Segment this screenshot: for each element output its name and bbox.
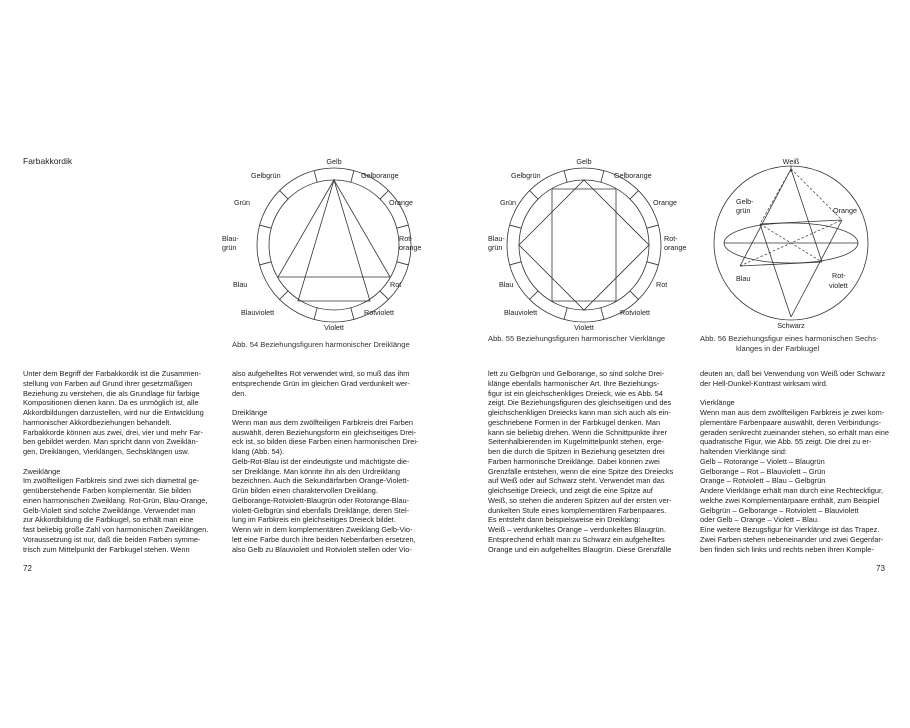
text-line: Wenn man aus dem zwölfteiligen Farbkreis je zwei kom- — [700, 408, 885, 417]
wheel-segment-divider — [564, 171, 567, 183]
wheel-segment-divider — [601, 171, 604, 183]
text-line: Gelborange – Rot – Blauviolett – Grün — [700, 466, 826, 476]
page-number-left: 72 — [23, 564, 32, 573]
text-line: gleichschenkligen Dreiecks kann man sich auch als ein- — [488, 408, 671, 417]
text-line: zeigt. Die Beziehungsfiguren des gleichseitigen und des — [488, 398, 672, 408]
fig54-label-left-mid-2: grün — [222, 243, 237, 252]
fig54-label-right-mid-1: Rot- — [399, 234, 413, 243]
text-line: ser Dreiklänge. Man könnte ihn als den Urdreiklang — [232, 466, 401, 476]
text-line: lung im Farbkreis ein gleichseitiges Dreieck bildet. — [232, 515, 396, 525]
fig54-label-top-left: Gelbgrün — [251, 171, 281, 180]
text-line: welche zwei Komplementärpaare enthält, zum Beispiel — [700, 495, 880, 505]
wheel-segment-divider — [397, 262, 409, 265]
text-line: Weiß, so stehen die anderen Spitzen auf der ersten ver- — [488, 495, 672, 505]
figure-56-caption-line-1: Abb. 56 Beziehungsfigur eines harmonischen Sechs- — [700, 334, 879, 343]
text-line: gleichseitige Dreieck, und zeigt die eine Spitze auf — [488, 486, 653, 495]
fig56-label-top: Weiß — [782, 157, 800, 166]
wheel-segment-divider — [314, 308, 317, 320]
wheel-segment-divider — [530, 291, 538, 299]
text-line: figur ist ein gleichschenkliges Dreieck, wie es Abb. 54 — [488, 388, 664, 398]
text-line: Grenzfälle entstehen, wenn die eine Spitze des Dreiecks — [488, 466, 674, 476]
text-line: plementäre Farbenpaare auswählt, deren Verbindungs- — [700, 417, 882, 427]
text-line: fast beliebig große Zahl von harmonischen Zweiklängen. — [23, 525, 209, 534]
text-line: Gelborange-Rotviolett-Blaugrün oder Rotorange-Blau- — [232, 495, 410, 505]
fig56-label-left-1: Gelb- — [736, 197, 754, 206]
wheel-segment-divider — [397, 225, 409, 228]
fig56-label-left-2: grün — [736, 206, 751, 215]
wheel-segment-divider — [647, 225, 659, 228]
fig56-label-right-lower-1: Rot- — [832, 271, 846, 280]
fig56-label-left-lower: Blau — [736, 274, 751, 283]
wheel-segment-divider — [351, 308, 354, 320]
text-line: deuten an, daß bei Verwendung von Weiß oder Schwarz — [700, 369, 886, 378]
text-line: Orange – Rotviolett – Blau – Gelbgrün — [700, 476, 826, 486]
text-line: Zwei Farben stehen nebeneinander und zwei Gegenfar- — [700, 534, 884, 544]
text-line: ben die durch die Spitzen in Beziehung gesetzten drei — [488, 447, 665, 456]
text-line: stellung von Farben auf Grund ihrer gesetzmäßigen — [23, 378, 193, 388]
text-column-2 — [232, 369, 419, 554]
fig54-label-left-mid-1: Blau- — [222, 234, 239, 243]
text-line: quadratische Figur, wie Abb. 55 zeigt. Die drei zu er- — [700, 437, 872, 447]
running-head: Farbakkordik — [23, 156, 73, 166]
text-line: Dreiklänge — [232, 408, 268, 417]
text-line: gen, Dreiklängen, Vierklängen, Sechsklängen usw. — [23, 447, 190, 456]
text-line: lett eine Farbe durch ihre beiden Nebenfarben ersetzen, — [232, 534, 416, 544]
text-line: Wenn wir in dem komplementären Zweiklang Gelb-Vio- — [232, 525, 413, 534]
figure-55-color-wheel — [480, 152, 687, 332]
text-line: Seitenhalbierenden im Kugelmittelpunkt stehen, erge- — [488, 437, 664, 447]
fig54-label-bottom-right: Rotviolett — [364, 308, 394, 317]
text-line: Gelb-Rot-Blau ist der eindeutigste und mächtigste die- — [232, 456, 410, 466]
fig54-label-left-lower: Blau — [233, 280, 248, 289]
wheel-segment-divider — [380, 291, 388, 299]
wheel-segment-divider — [630, 191, 638, 199]
wheel-segment-divider — [280, 291, 288, 299]
fig54-label-right-upper: Orange — [389, 198, 413, 207]
text-line: Weiß – verdunkeltes Orange – verdunkeltes Blaugrün. — [488, 525, 666, 534]
fig55-label-bottom-left: Blauviolett — [504, 308, 538, 317]
fig55-label-top-left: Gelbgrün — [511, 171, 541, 180]
fig56-label-bottom: Schwarz — [777, 321, 805, 330]
fig54-label-right-lower: Rot — [390, 280, 402, 289]
wheel-segment-divider — [510, 262, 522, 265]
figure-54-color-wheel — [215, 152, 422, 332]
figure-56-caption-line-2: klanges in der Farbkugel — [736, 344, 820, 353]
fig54-label-bottom-left: Blauviolett — [241, 308, 275, 317]
text-line: entsprechende Grün im gleichen Grad verdunkelt wer- — [232, 378, 410, 388]
text-line: Im zwölfteiligen Farbkreis sind zwei sich diametral ge- — [23, 476, 200, 486]
text-line: kann sie beliebig drehen. Wenn die Schnittpunkte ihrer — [488, 427, 667, 437]
wheel-segment-divider — [601, 308, 604, 320]
text-line: ben finden sich links und rechts neben ihren Komple- — [700, 544, 874, 554]
text-line: einen harmonischen Zweiklang. Rot-Grün, Blau-Orange, — [23, 495, 208, 505]
text-line: eck ist, so bilden diese Farben einen harmonischen Drei- — [232, 437, 419, 447]
text-line: haltenden Vierklänge sind: — [700, 447, 787, 456]
text-line: oder Gelb – Orange – Violett – Blau. — [700, 515, 820, 525]
text-line: Gelb-Violett sind solche Zweiklänge. Verwendet man — [23, 505, 196, 515]
text-line: Gelbgrün – Gelborange – Rotviolett – Blauviolett — [700, 505, 859, 515]
text-line: bezeichnen. Auch die Sekundärfarben Orange-Violett- — [232, 476, 409, 486]
page-number-right: 73 — [876, 564, 885, 573]
text-column-3 — [488, 369, 673, 554]
text-line: Gelb – Rotorange – Violett – Blaugrün — [700, 456, 825, 466]
text-line: dunkelten Stufe eines komplementären Farbenpaares. — [488, 505, 667, 515]
wheel-segment-divider — [647, 262, 659, 265]
text-line: trisch zum Mittelpunkt der Farbkugel stehen. Wenn — [23, 544, 190, 554]
fig55-label-left-mid-1: Blau- — [488, 234, 505, 243]
text-line: Vierklänge — [700, 398, 735, 408]
wheel-segment-divider — [510, 225, 522, 228]
fig54-label-right-mid-2: orange — [399, 243, 422, 252]
fig55-label-left-mid-2: grün — [488, 243, 503, 252]
fig55-label-left-lower: Blau — [499, 280, 514, 289]
wheel-segment-divider — [351, 171, 354, 183]
text-line: Kompositionen dienen kann. Da es unmöglich ist, alle — [23, 398, 199, 408]
fig54-label-top: Gelb — [326, 157, 342, 166]
text-line: Voraussetzung ist nur, daß die beiden Farben symme- — [23, 534, 201, 544]
wheel-segment-divider — [280, 191, 288, 199]
figure-56-color-sphere — [700, 152, 890, 332]
text-line: Beziehung zu verstehen, die als Grundlage für farbige — [23, 388, 200, 398]
fig55-label-right-mid-1: Rot- — [664, 234, 678, 243]
text-line: klang (Abb. 54). — [232, 447, 285, 456]
text-line: also aufgehelltes Rot verwendet wird, so muß das ihm — [232, 369, 410, 378]
text-line: Eine weitere Bezugsfigur für Vierklänge ist das Trapez. — [700, 525, 880, 534]
text-line: Wenn man aus dem zwölfteiligen Farbkreis drei Farben — [232, 417, 414, 427]
text-line: Unter dem Begriff der Farbakkordik ist die Zusammen- — [23, 369, 202, 378]
fig55-label-bottom-right: Rotviolett — [620, 308, 650, 317]
text-line: genüberstehende Farben komplementär. Sie bilden — [23, 486, 192, 495]
wheel-segment-divider — [314, 171, 317, 183]
text-line: auf Weiß oder auf Schwarz steht. Verwendet man das — [488, 476, 665, 486]
text-line: Zweiklänge — [23, 466, 61, 476]
text-line: Entsprechend erhält man zu Schwarz ein aufgehelltes — [488, 534, 665, 544]
fig55-label-top: Gelb — [576, 157, 592, 166]
wheel-segment-divider — [564, 308, 567, 320]
text-line: Akkordbildungen darzustellen, wird nur die Entwicklung — [23, 408, 204, 417]
wheel-segment-divider — [380, 191, 388, 199]
text-line: Andere Vierklänge erhält man durch eine Rechteckfigur, — [700, 486, 884, 495]
text-column-4 — [700, 369, 889, 554]
wheel-segment-divider — [530, 191, 538, 199]
fig55-label-top-right: Gelborange — [614, 171, 652, 180]
fig54-label-left-upper: Grün — [234, 198, 250, 207]
fig56-label-right-top: Orange — [833, 206, 857, 215]
text-line: der Hell-Dunkel-Kontrast wirksam wird. — [700, 378, 828, 388]
fig55-label-right-mid-2: orange — [664, 243, 687, 252]
text-line: zur Akkordbildung die Farbkugel, so erhält man eine — [23, 515, 194, 525]
text-line — [23, 457, 208, 467]
text-line: harmonischer Akkordbeziehungen behandelt. — [23, 417, 172, 427]
text-line: den. — [232, 388, 247, 398]
text-line: ben gebildet werden. Man spricht dann von Zweiklän- — [23, 437, 199, 447]
fig55-label-left-upper: Grün — [500, 198, 516, 207]
text-line: auswählt, deren Beziehungsform ein gleichseitiges Drei- — [232, 427, 417, 437]
fig55-label-right-upper: Orange — [653, 198, 677, 207]
text-line: also Gelb zu Blauviolett und Rotviolett stellen oder Vio- — [232, 544, 412, 554]
text-line: Es entsteht dann beispielsweise ein Dreiklang: — [488, 515, 641, 525]
text-line: klänge ebenfalls harmonischer Art. Ihre Beziehungs- — [488, 378, 660, 388]
fig54-label-top-right: Gelborange — [361, 171, 399, 180]
text-line — [700, 389, 889, 399]
wheel-segment-divider — [260, 225, 272, 228]
fig55-label-right-lower: Rot — [656, 280, 668, 289]
text-line: lett zu Gelbgrün und Gelborange, so sind solche Drei- — [488, 369, 665, 378]
text-line — [232, 398, 419, 408]
text-line: Farben harmonische Dreiklänge. Dabei können zwei — [488, 456, 660, 466]
fig54-label-bottom: Violett — [324, 323, 344, 332]
text-line: Orange und ein aufgehelltes Blaugrün. Diese Grenzfälle — [488, 544, 672, 554]
fig55-label-bottom: Violett — [574, 323, 594, 332]
text-column-1 — [23, 369, 208, 554]
wheel-segment-divider — [260, 262, 272, 265]
text-line: geraden senkrecht zueinander stehen, so erhält man eine — [700, 427, 889, 437]
figure-55-caption: Abb. 55 Beziehungsfiguren harmonischer Vierklänge — [488, 334, 666, 343]
text-line: violett-Gelbgrün sind ebenfalls Dreiklänge, deren Stel- — [232, 505, 410, 515]
fig56-label-right-lower-2: violett — [829, 281, 848, 290]
text-line: Farbakkorde können aus zwei, drei, vier und mehr Far- — [23, 427, 203, 437]
text-line: geschriebene Formen in der Farbkugel denken. Man — [488, 417, 661, 427]
figure-54-caption: Abb. 54 Beziehungsfiguren harmonischer Dreiklänge — [232, 340, 410, 349]
text-line: Grün bilden einen charaktervollen Dreiklang. — [232, 486, 378, 495]
wheel-segment-divider — [630, 291, 638, 299]
